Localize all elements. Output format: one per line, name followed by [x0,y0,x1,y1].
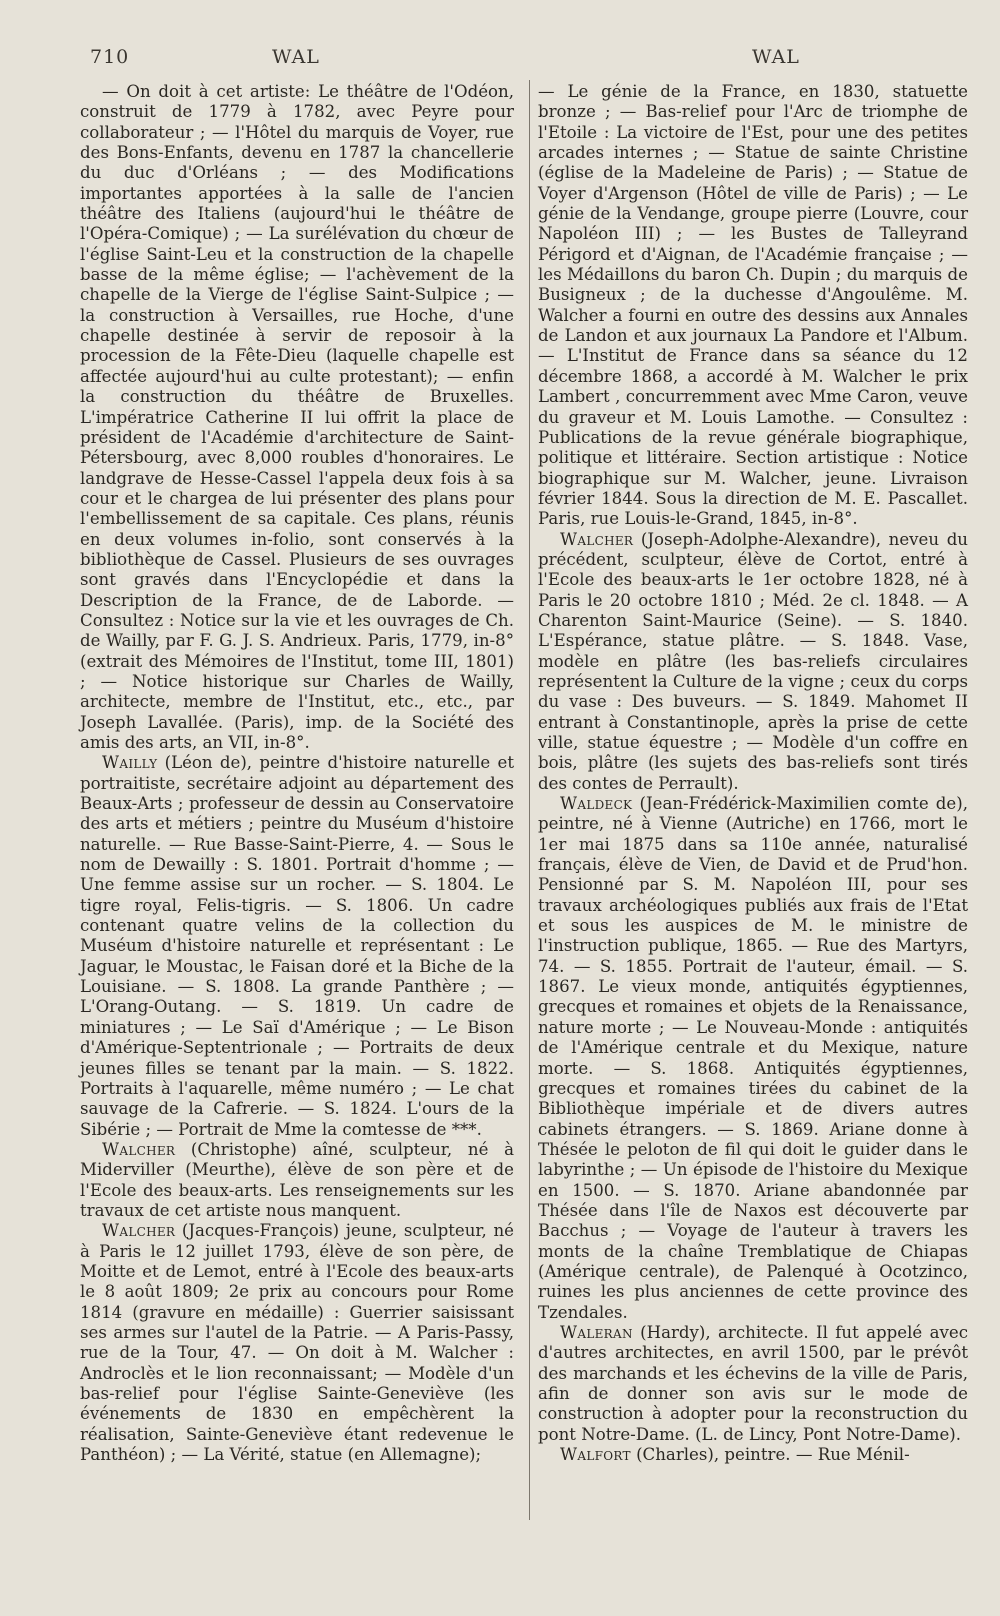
entry-walcher-jacques [80,1221,514,1465]
paragraph-dewailly-works: — On doit à cet artiste: Le théâtre de l'Odéon, construit de 1779 à 1782, avec Peyre pour collaborateur ; — l'Hôtel du marquis de Voyer, rue des Bons-Enfants, devenu en 1787 la chancellerie du duc d'Orléans ; — des Modifications importantes apportées à la salle de l'ancien théâtre des Italiens (aujourd'hui le théâtre de l'Opéra-Comique) ; — La surélévation du chœur de l'église Saint-Leu et la construction de la chapelle basse de la même église; — l'achèvement de la chapelle de la Vierge de l'église Saint-Sulpice ; — la construction à Versailles, rue Hoche, d'une chapelle destinée à servir de reposoir à la procession de la Fête-Dieu (laquelle chapelle est affectée aujourd'hui au culte protestant); — enfin la construction du théâtre de Bruxelles. L'impératrice Catherine II lui offrit la place de président de l'Académie d'architecture de Saint-Pétersbourg, avec 8,000 roubles d'honoraires. Le landgrave de Hesse-Cassel l'appela deux fois à sa cour et le chargea de lui présenter des plans pour l'embellissement de sa capitale. Ces plans, réunis en deux volumes in-folio, sont conservés à la bibliothèque de Cassel. Plusieurs de ses ouvrages sont gravés dans l'Encyclopédie et dans la Description de la France, de de Laborde. — Consultez : Notice sur la vie et les ouvrages de Ch. de Wailly, par F. G. J. S. Andrieux. Paris, 1779, in-8° (extrait des Mémoires de l'Institut, tome III, 1801) ; — Notice historique sur Charles de Wailly, architecte, membre de l'Institut, etc., etc., par Joseph Lavallée. (Paris), imp. de la Société des amis des arts, an VII, in-8°. [80,82,514,752]
paragraph-walcher-continued: — Le génie de la France, en 1830, statuette bronze ; — Bas-relief pour l'Arc de triomphe de l'Etoile : La victoire de l'Est, pour une des petites arcades internes ; — Statue de sainte Christine (église de la Madeleine de Paris) ; — Statue de Voyer d'Argenson (Hôtel de ville de Paris) ; — Le génie de la Vendange, groupe pierre (Louvre, cour Napoléon III) ; — les Bustes de Talleyrand Périgord et d'Aignan, de l'Académie française ; — les Médaillons du baron Ch. Dupin ; du marquis de Busigneux ; de la duchesse d'Angoulême. M. Walcher a fourni en outre des dessins aux Annales de Landon et aux journaux La Pandore et l'Album. — L'Institut de France dans sa séance du 12 décembre 1868, a accordé à M. Walcher le prix Lambert , concurremment avec Mme Caron, veuve du graveur et M. Louis Lamothe. — Consultez : Publications de la revue générale biographique, politique et littéraire. Section artistique : Notice biographique sur M. Walcher, jeune. Livraison février 1844. Sous la direction de M. E. Pascallet. Paris, rue Louis-le-Grand, 1845, in-8°. [538,82,968,529]
entry-name: Walcher [102,1221,176,1241]
entry-name: Waldeck [560,794,633,814]
entry-name: Walfort [560,1445,631,1465]
entry-text: (Charles), peintre. — Rue Ménil- [630,1445,910,1465]
entry-wailly-leon [80,753,514,1140]
right-column [538,82,968,1465]
entry-text: (Jean-Frédérick-Maximilien comte de), peintre, né à Vienne (Autriche) en 1766, mort le 1er mai 1875 dans sa 110e année, naturalisé français, élève de Vien, de David et de Prud'hon. Pensionné par S. M. Napoléon III, pour ses travaux archéologiques publiés aux frais de l'Etat et sous les auspices de M. le ministre de l'instruction publique, 1865. — Rue des Martyrs, 74. — S. 1855. Portrait de l'auteur, émail. — S. 1867. Le vieux monde, antiquités égyptiennes, grecques et romaines et objets de la Renaissance, nature morte ; — Le Nouveau-Monde : antiquités de l'Amérique centrale et du Mexique, nature morte. — S. 1868. Antiquités égyptiennes, grecques et romaines tirées du cabinet de la Bibliothèque impériale et de divers autres cabinets étrangers. — S. 1869. Ariane donne à Thésée le peloton de fil qui doit le guider dans le labyrinthe ; — Un épisode de l'histoire du Mexique en 1500. — S. 1870. Ariane abandonnée par Thésée dans l'île de Naxos est découverte par Bacchus ; — Voyage de l'auteur à travers les monts de la chaîne Tremblatique de Chiapas (Amérique centrale), de Palenqué à Ocotzinco, ruines les plus anciennes de cette province des Tzendales. [538,794,968,1322]
entry-text: (Christophe) aîné, sculpteur, né à Miderviller (Meurthe), élève de son père et de l'Ecole des beaux-arts. Les renseignements sur les travaux de cet artiste nous manquent. [80,1139,514,1220]
entry-name: Walcher [102,1139,176,1159]
entry-waldeck [538,794,968,1323]
entry-text: (Jacques-François) jeune, sculpteur, né à Paris le 12 juillet 1793, élève de son père, de Moitte et de Lemot, entré à l'Ecole des beaux-arts le 8 août 1809; 2e prix au concours pour Rome 1814 (gravure en médaille) : Guerrier saisissant ses armes sur l'autel de la Patrie. — A Paris-Passy, rue de la Tour, 47. — On doit à M. Walcher : Androclès et le lion reconnaissant; — Modèle d'un bas-relief pour l'église Sainte-Geneviève (les événements de 1830 en empêchèrent la réalisation, Sainte-Geneviève étant redevenue le Panthéon) ; — La Vérité, statue (en Allemagne); [80,1221,514,1465]
running-head-left: WAL [272,46,320,68]
page-number: 710 [90,46,130,68]
entry-name: Waleran [560,1322,633,1342]
entry-waleran [538,1323,968,1445]
entry-walcher-christophe [80,1140,514,1221]
entry-name: Walcher [560,529,634,549]
entry-name: Wailly [102,753,158,773]
entry-walcher-joseph [538,530,968,794]
left-column [80,82,514,1465]
entry-walfort [538,1445,968,1465]
entry-text: (Léon de), peintre d'histoire naturelle et portraitiste, secrétaire adjoint au département des Beaux-Arts ; professeur de dessin au Conservatoire des arts et métiers ; peintre du Muséum d'histoire naturelle. — Rue Basse-Saint-Pierre, 4. — Sous le nom de Dewailly : S. 1801. Portrait d'homme ; — Une femme assise sur un rocher. — S. 1804. Le tigre royal, Felis-tigris. — S. 1806. Un cadre contenant quatre velins de la collection du Muséum d'histoire naturelle et représentant : Le Jaguar, le Moustac, le Faisan doré et la Biche de la Louisiane. — S. 1808. La grande Panthère ; — L'Orang-Outang. — S. 1819. Un cadre de miniatures ; — Le Saï d'Amérique ; — Le Bison d'Amérique-Septentrionale ; — Portraits de deux jeunes filles se tenant par la main. — S. 1822. Portraits à l'aquarelle, même numéro ; — Le chat sauvage de la Cafrerie. — S. 1824. L'ours de la Sibérie ; — Portrait de Mme la comtesse de ***. [80,753,514,1139]
running-head-right: WAL [752,46,800,68]
column-divider [529,80,530,1520]
entry-text: (Joseph-Adolphe-Alexandre), neveu du précédent, sculpteur, élève de Cortot, entré à l'Ecole des beaux-arts le 1er octobre 1828, né à Paris le 20 octobre 1810 ; Méd. 2e cl. 1848. — A Charenton Saint-Maurice (Seine). — S. 1840. L'Espérance, statue plâtre. — S. 1848. Vase, modèle en plâtre (les bas-reliefs circulaires représentent la Culture de la vigne ; ceux du corps du vase : Des buveurs. — S. 1849. Mahomet II entrant à Constantinople, après la prise de cette ville, statue équestre ; — Modèle d'un coffre en bois, plâtre (les sujets des bas-reliefs sont tirés des contes de Perrault). [538,529,968,793]
entry-text: (Hardy), architecte. Il fut appelé avec d'autres architectes, en avril 1500, par le prévôt des marchands et les échevins de la ville de Paris, afin de donner son avis sur le mode de construction à adopter pour la reconstruction du pont Notre-Dame. (L. de Lincy, Pont Notre-Dame). [538,1322,968,1444]
